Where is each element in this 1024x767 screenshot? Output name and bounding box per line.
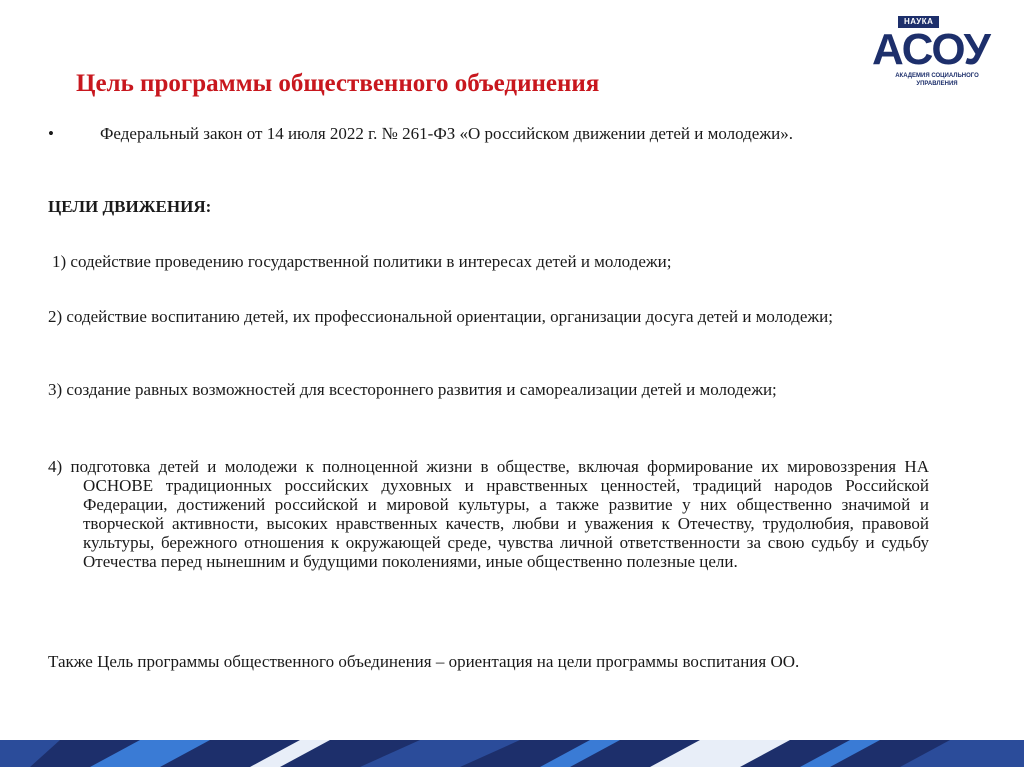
goal-item-3-text: 3) создание равных возможностей для всестороннего развития и самореализации детей и молодежи;: [48, 380, 777, 399]
goal-item-3: [48, 380, 929, 399]
goal-item-2-text: 2) содействие воспитанию детей, их профессиональной ориентации, организации досуга детей и молодежи;: [48, 307, 833, 326]
logo-subtitle: АКАДЕМИЯ СОЦИАЛЬНОГО УПРАВЛЕНИЯ: [895, 73, 979, 87]
closing-paragraph: [48, 652, 929, 671]
goal-item-4-text: 4) подготовка детей и молодежи к полноценной жизни в обществе, включая формирование их мировоззрения НА ОСНОВЕ традиционных российских духовных и нравственных ценностей, традиций народов Российской Федерации, достижений российской и мировой культуры, а также развитие у них общественно значимой и творческой активности, высоких нравственных качеств, любви и уважения к Отечеству, трудолюбия, правовой культуры, бережного отношения к окружающей среде, чувства личной ответственности за свою судьбу и судьбу Отечества перед нынешним и будущими поколениями, иные общественно полезные цели.: [48, 457, 929, 571]
goal-item-1: 1) содействие проведению государственной политики в интересах детей и молодежи;: [52, 252, 672, 271]
logo-wordmark: АСОУ: [872, 25, 990, 74]
slide-title: Цель программы общественного объединения: [76, 70, 600, 97]
goal-item-2: [48, 307, 929, 326]
logo-badge: НАУКА: [898, 16, 939, 28]
footer-decoration: [0, 740, 1024, 767]
law-reference-text: Федеральный закон от 14 июля 2022 г. № 261-ФЗ «О российском движении детей и молодежи».: [100, 124, 793, 143]
bullet-marker: •: [48, 124, 54, 143]
logo: [872, 16, 1002, 96]
goals-heading: ЦЕЛИ ДВИЖЕНИЯ:: [48, 197, 212, 216]
goal-item-4: [48, 457, 929, 571]
closing-text: Также Цель программы общественного объединения – ориентация на цели программы воспитания ОО.: [48, 652, 800, 671]
